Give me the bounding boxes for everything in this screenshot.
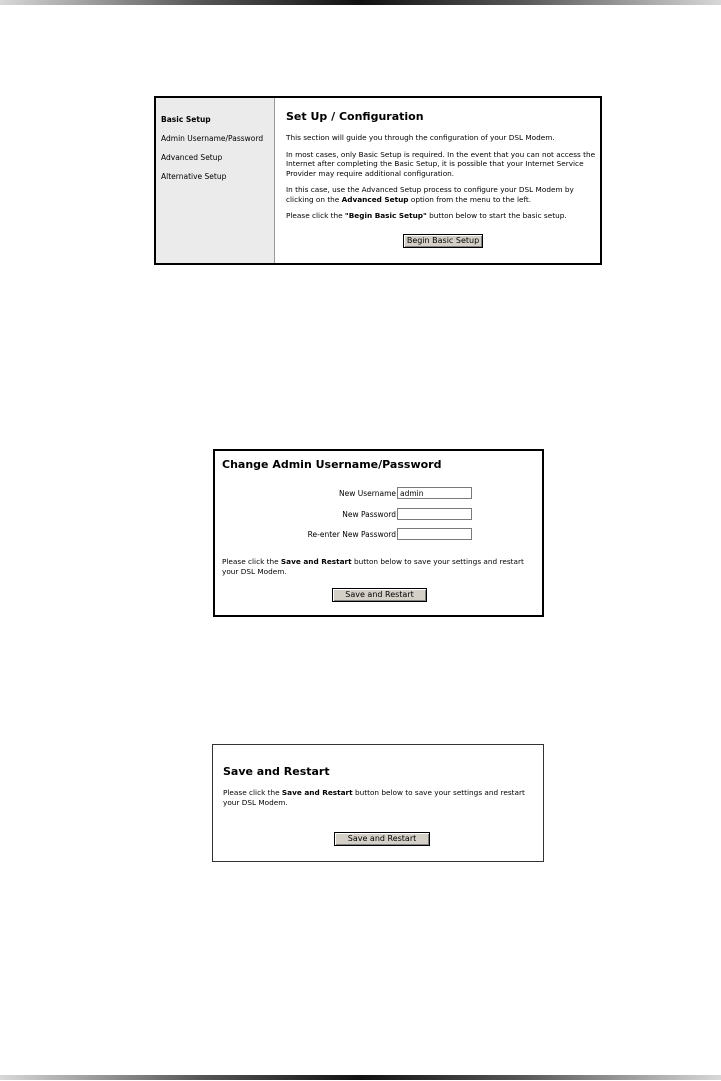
reenter-password-row [215, 528, 542, 542]
sidebar-item-admin-username-password[interactable]: Admin Username/Password [161, 134, 264, 143]
sidebar-item-basic-setup[interactable]: Basic Setup [161, 115, 211, 124]
new-password-label: New Password [342, 510, 396, 519]
reenter-password-input[interactable] [397, 528, 472, 540]
setup-paragraph-basic: In most cases, only Basic Setup is required. In the event that you can not access the Internet after completing the Basic Setup, it is possible that your Internet Service Provider may require additional configuration. [286, 149, 596, 178]
new-username-input[interactable] [397, 487, 472, 499]
setup-paragraph-instruction: Please click the "Begin Basic Setup" button below to start the basic setup. [286, 211, 567, 220]
setup-paragraph-advanced: In this case, use the Advanced Setup process to configure your DSL Modem by clicking on the Advanced Setup option from the menu to the left. [286, 185, 574, 204]
setup-main-content [286, 110, 600, 248]
setup-title: Set Up / Configuration [286, 110, 424, 123]
save-and-restart-panel [212, 744, 544, 862]
save-and-restart-emphasis: Save and Restart [281, 788, 353, 797]
admin-save-note: Please click the Save and Restart button below to save your settings and restart your DSL Modem. [222, 557, 524, 576]
advanced-setup-emphasis: Advanced Setup [341, 194, 409, 204]
sidebar-item-advanced-setup[interactable]: Advanced Setup [161, 153, 223, 162]
change-admin-title: Change Admin Username/Password [222, 458, 442, 471]
new-password-input[interactable] [397, 508, 472, 520]
begin-basic-setup-button[interactable]: Begin Basic Setup [403, 234, 483, 248]
change-admin-panel [213, 449, 544, 617]
restart-save-note: Please click the Save and Restart button below to save your settings and restart your DSL Modem. [223, 788, 525, 807]
setup-sidebar [156, 98, 275, 263]
reenter-password-label: Re-enter New Password [307, 530, 396, 539]
save-and-restart-button[interactable]: Save and Restart [334, 832, 430, 846]
top-rule [0, 0, 721, 5]
save-and-restart-title: Save and Restart [223, 765, 330, 778]
new-username-label: New Username [339, 489, 396, 498]
password-row [215, 508, 542, 522]
bottom-rule [0, 1075, 721, 1080]
setup-configuration-panel [154, 96, 602, 265]
sidebar-item-alternative-setup[interactable]: Alternative Setup [161, 172, 227, 181]
save-and-restart-emphasis: Save and Restart [280, 557, 352, 566]
setup-intro: This section will guide you through the configuration of your DSL Modem. [286, 133, 555, 142]
begin-basic-setup-emphasis: "Begin Basic Setup" [344, 211, 427, 220]
admin-save-and-restart-button[interactable]: Save and Restart [332, 588, 427, 602]
username-row [215, 487, 542, 501]
